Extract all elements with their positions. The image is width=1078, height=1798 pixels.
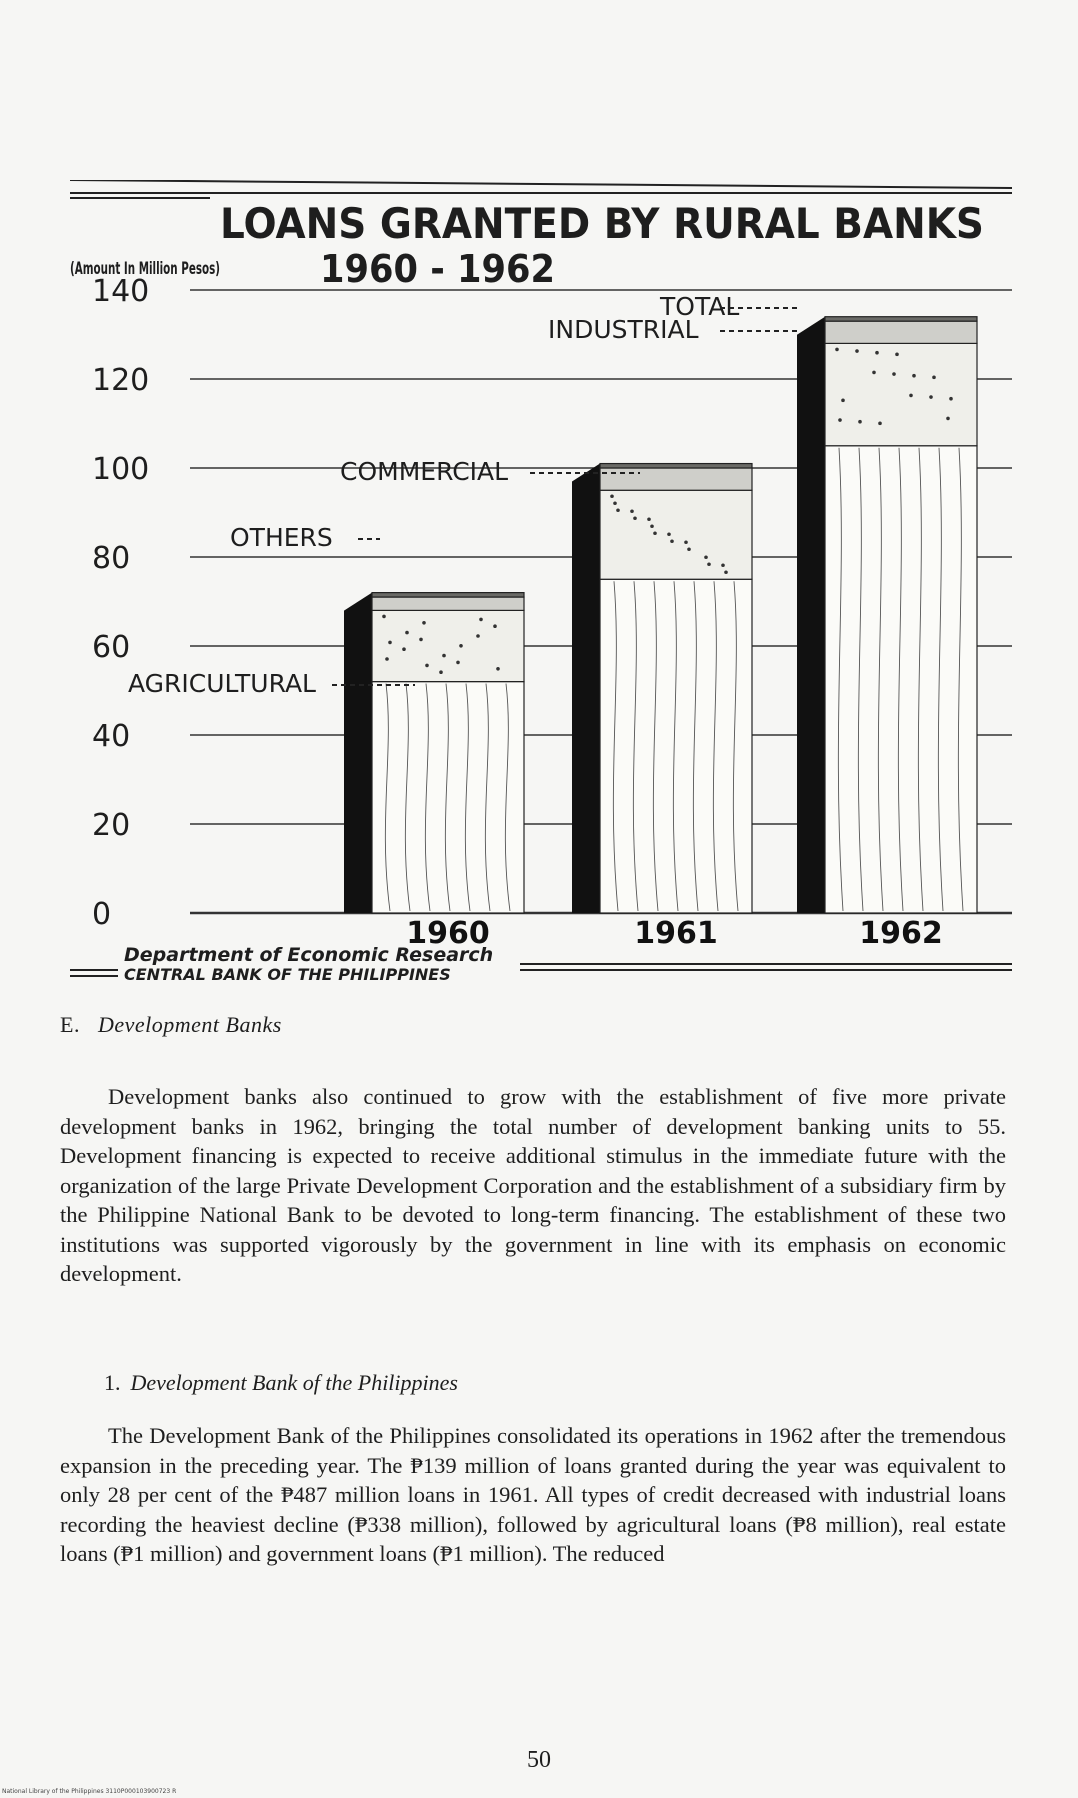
chart-canvas bbox=[0, 180, 1078, 1000]
annotation-commercial: COMMERCIAL bbox=[340, 457, 509, 486]
y-tick-40: 40 bbox=[92, 719, 131, 754]
y-tick-0: 0 bbox=[92, 897, 112, 932]
y-axis-label: (Amount In Million Pesos) bbox=[70, 259, 220, 279]
bar-1962-others bbox=[825, 317, 977, 321]
speckle-dot bbox=[653, 531, 657, 535]
speckle-dot bbox=[476, 634, 480, 638]
speckle-dot bbox=[707, 562, 711, 566]
bar-side-1960 bbox=[344, 593, 372, 913]
speckle-dot bbox=[388, 641, 392, 645]
annotation-industrial: INDUSTRIAL bbox=[548, 315, 699, 344]
speckle-dot bbox=[647, 517, 651, 521]
y-tick-80: 80 bbox=[92, 541, 131, 576]
speckle-dot bbox=[633, 516, 637, 520]
y-tick-100: 100 bbox=[92, 452, 150, 487]
bar-side-1961 bbox=[572, 464, 600, 913]
bar-1960-commercial bbox=[372, 610, 524, 681]
subsection-number: 1. bbox=[104, 1370, 121, 1395]
bar-stack-1961 bbox=[572, 464, 752, 913]
subsection-paragraph: The Development Bank of the Philippines consolidated its operations in 1962 after the tremendous expansion in the preceding year. The ₱139 million of loans granted during the year was equivalent to only 28 per cent of the ₱487 million loans in 1961. All types of credit decreased with industrial loans recording the heaviest decline (₱338 million), followed by agricultural loans (₱8 million), real estate loans (₱1 million) and government loans (₱1 million). The reduced bbox=[60, 1423, 1006, 1566]
scan-footer-id: National Library of the Philippines 3110P000103900723 R bbox=[2, 1788, 177, 1795]
speckle-dot bbox=[932, 376, 936, 380]
bar-side-1962 bbox=[797, 317, 825, 913]
speckle-dot bbox=[909, 394, 913, 398]
x-tick-1962: 1962 bbox=[859, 916, 943, 951]
speckle-dot bbox=[616, 508, 620, 512]
bar-1960-industrial bbox=[372, 597, 524, 610]
source-line-2: CENTRAL BANK OF THE PHILIPPINES bbox=[124, 965, 451, 984]
bar-1962-commercial bbox=[825, 343, 977, 445]
section-title: Development Banks bbox=[97, 1012, 282, 1037]
speckle-dot bbox=[667, 532, 671, 536]
bar-1961-industrial bbox=[600, 468, 752, 490]
speckle-dot bbox=[442, 654, 446, 658]
speckle-dot bbox=[721, 563, 725, 567]
page-number: 50 bbox=[527, 1747, 551, 1773]
bar-stack-1960 bbox=[344, 593, 524, 913]
bar-stack-1962 bbox=[797, 317, 977, 913]
section-paragraph: Development banks also continued to grow with the establishment of five more private development banks in 1962, bringing the total number of development banking units to 55. Development financing is expected to receive additional stimulus in the immediate future with the organization of the large Private Development Corporation and the establishment of a subsidiary firm by the Philippine National Bank to be devoted to long-term financing. The establishment of these two institutions was supported vigorously by the government in line with its emphasis on economic development. bbox=[60, 1084, 1006, 1286]
annotation-others: OTHERS bbox=[230, 523, 333, 552]
speckle-dot bbox=[684, 540, 688, 544]
subsection-title: Development Bank of the Philippines bbox=[130, 1370, 458, 1395]
chart-subtitle: 1960 - 1962 bbox=[320, 247, 555, 291]
bar-1960-others bbox=[372, 593, 524, 597]
speckle-dot bbox=[895, 353, 899, 357]
speckle-dot bbox=[493, 624, 497, 628]
y-tick-labels bbox=[92, 274, 149, 932]
speckle-dot bbox=[419, 638, 423, 642]
bar-1962-industrial bbox=[825, 321, 977, 343]
speckle-dot bbox=[946, 417, 950, 421]
speckle-dot bbox=[912, 374, 916, 378]
speckle-dot bbox=[425, 664, 429, 668]
speckle-dot bbox=[385, 657, 389, 661]
speckle-dot bbox=[835, 348, 839, 352]
x-tick-1961: 1961 bbox=[634, 916, 718, 951]
speckle-dot bbox=[949, 397, 953, 401]
y-tick-120: 120 bbox=[92, 363, 150, 398]
y-tick-60: 60 bbox=[92, 630, 131, 665]
y-tick-20: 20 bbox=[92, 808, 131, 843]
bar-group bbox=[344, 317, 977, 913]
section-heading bbox=[60, 1012, 282, 1038]
speckle-dot bbox=[479, 618, 483, 622]
section-letter: E. bbox=[60, 1012, 80, 1037]
y-tick-140: 140 bbox=[92, 274, 150, 309]
x-tick-1960: 1960 bbox=[406, 916, 490, 951]
speckle-dot bbox=[459, 644, 463, 648]
speckle-dot bbox=[456, 661, 460, 665]
speckle-dot bbox=[724, 570, 728, 574]
speckle-dot bbox=[402, 647, 406, 651]
speckle-dot bbox=[670, 539, 674, 543]
speckle-dot bbox=[630, 509, 634, 513]
speckle-dot bbox=[841, 399, 845, 403]
bar-1961-commercial bbox=[600, 490, 752, 579]
speckle-dot bbox=[496, 667, 500, 671]
speckle-dot bbox=[704, 555, 708, 559]
rural-bank-loans-chart bbox=[0, 180, 1078, 1000]
annotation-agricultural: AGRICULTURAL bbox=[128, 669, 316, 698]
speckle-dot bbox=[613, 501, 617, 505]
source-line-1: Department of Economic Research bbox=[124, 944, 494, 966]
speckle-dot bbox=[405, 631, 409, 635]
speckle-dot bbox=[439, 670, 443, 674]
speckle-dot bbox=[878, 422, 882, 426]
speckle-dot bbox=[610, 494, 614, 498]
speckle-dot bbox=[858, 420, 862, 424]
speckle-dot bbox=[422, 621, 426, 625]
speckle-dot bbox=[838, 418, 842, 422]
speckle-dot bbox=[382, 615, 386, 619]
speckle-dot bbox=[687, 547, 691, 551]
speckle-dot bbox=[875, 351, 879, 355]
speckle-dot bbox=[650, 524, 654, 528]
chart-title: LOANS GRANTED BY RURAL BANKS bbox=[220, 199, 984, 248]
speckle-dot bbox=[872, 371, 876, 375]
speckle-dot bbox=[929, 395, 933, 399]
speckle-dot bbox=[892, 372, 896, 376]
bar-1961-others bbox=[600, 464, 752, 468]
annotation-total: TOTAL bbox=[660, 292, 740, 321]
subsection-heading bbox=[104, 1370, 458, 1396]
speckle-dot bbox=[855, 349, 859, 353]
